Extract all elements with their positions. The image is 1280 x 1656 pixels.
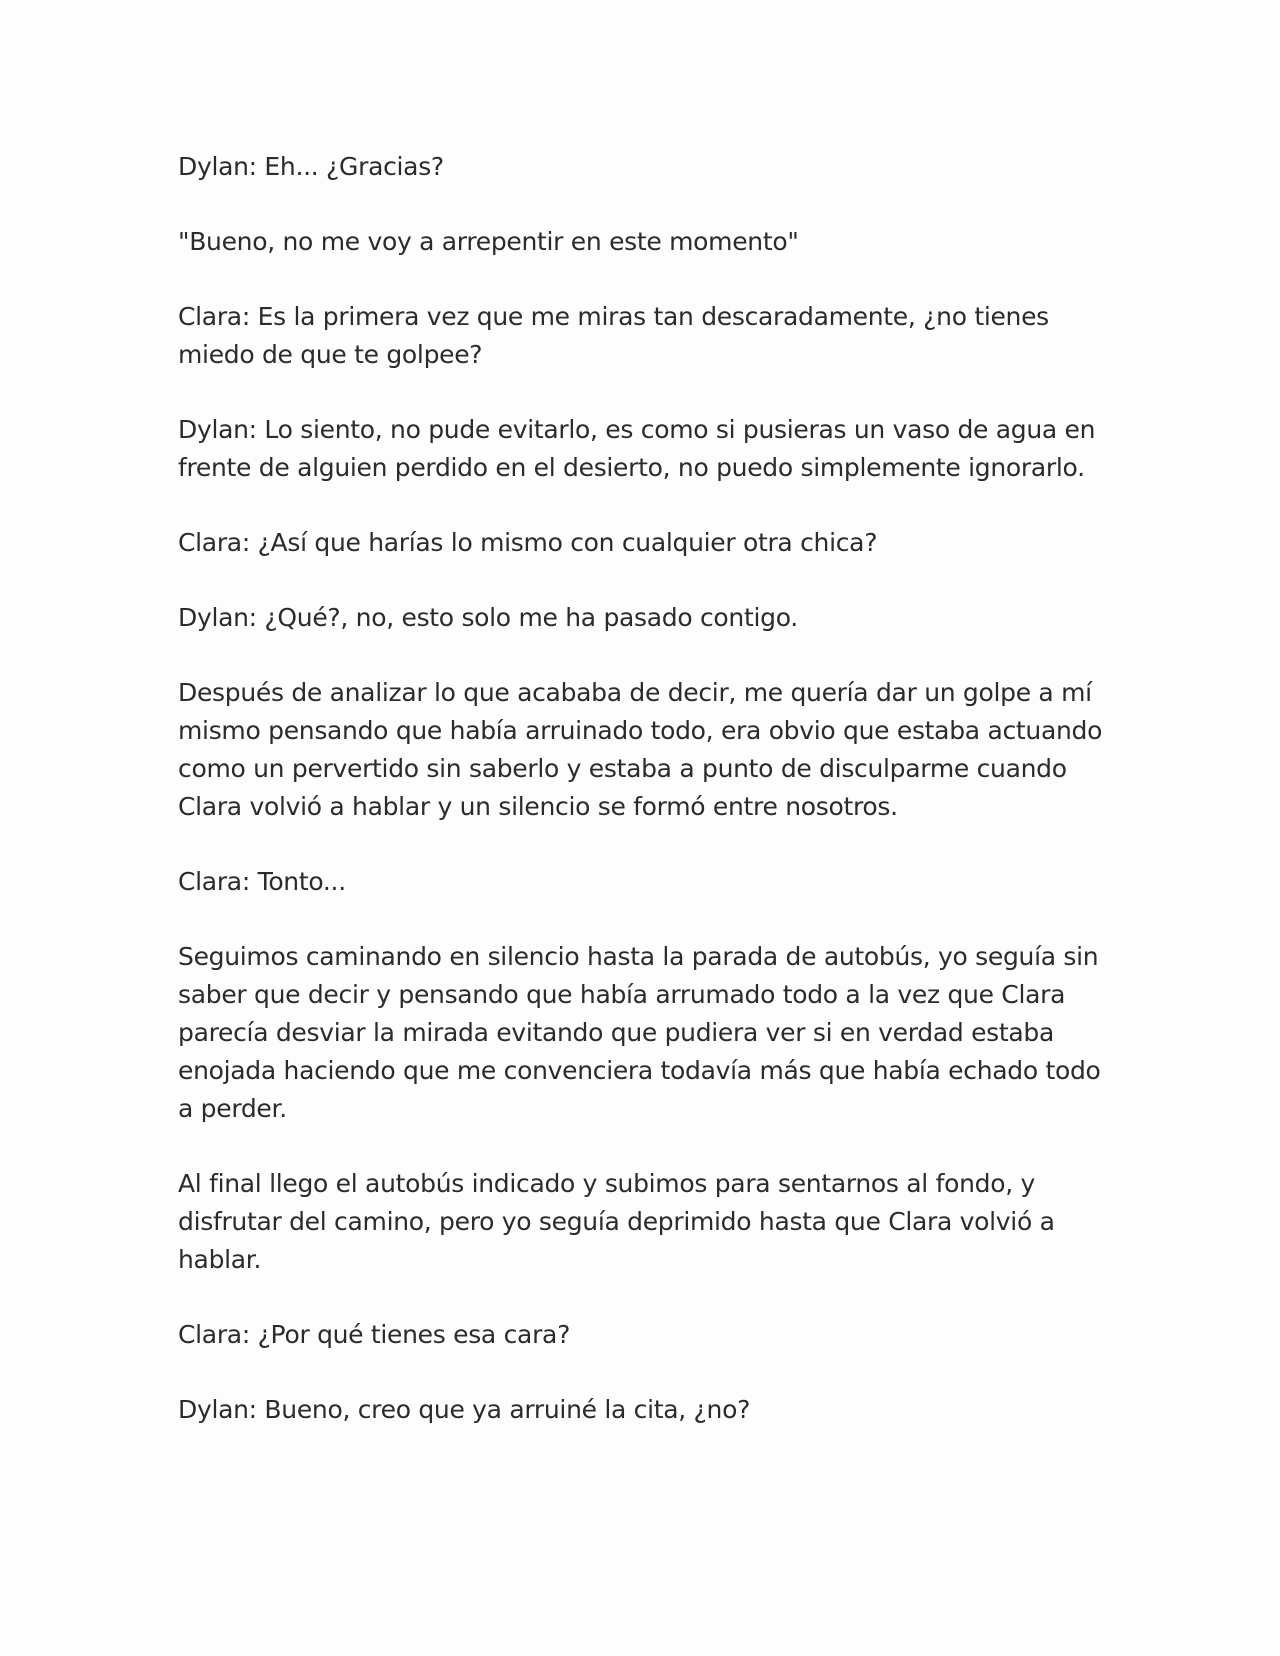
paragraph: Dylan: Bueno, creo que ya arruiné la cita, ¿no? [178,1395,751,1424]
paragraph: Dylan: ¿Qué?, no, esto solo me ha pasado contigo. [178,603,798,632]
paragraph: Clara: ¿Así que harías lo mismo con cualquier otra chica? [178,528,878,557]
paragraph: Clara: Es la primera vez que me miras tan descaradamente, ¿no tienes miedo de que te golpee? [178,302,1049,369]
paragraph: Dylan: Lo siento, no pude evitarlo, es como si pusieras un vaso de agua en frente de alguien perdido en el desierto, no puedo simplemente ignorarlo. [178,415,1096,482]
paragraph: "Bueno, no me voy a arrepentir en este momento" [178,227,799,256]
document-body [178,148,1108,1466]
paragraph: Al final llego el autobús indicado y subimos para sentarnos al fondo, y disfrutar del camino, pero yo seguía deprimido hasta que Clara volvió a hablar. [178,1169,1055,1274]
paragraph: Clara: ¿Por qué tienes esa cara? [178,1320,571,1349]
paragraph: Clara: Tonto... [178,867,346,896]
paragraph: Después de analizar lo que acababa de decir, me quería dar un golpe a mí mismo pensando que había arruinado todo, era obvio que estaba actuando como un pervertido sin saberlo y estaba a punto de disculparme cuando Clara volvió a hablar y un silencio se formó entre nosotros. [178,678,1103,821]
paragraph: Dylan: Eh... ¿Gracias? [178,152,444,181]
paragraph: Seguimos caminando en silencio hasta la parada de autobús, yo seguía sin saber que decir y pensando que había arrumado todo a la vez que Clara parecía desviar la mirada evitando que pudiera ver si en verdad estaba enojada haciendo que me convenciera todavía más que había echado todo a perder. [178,942,1101,1123]
